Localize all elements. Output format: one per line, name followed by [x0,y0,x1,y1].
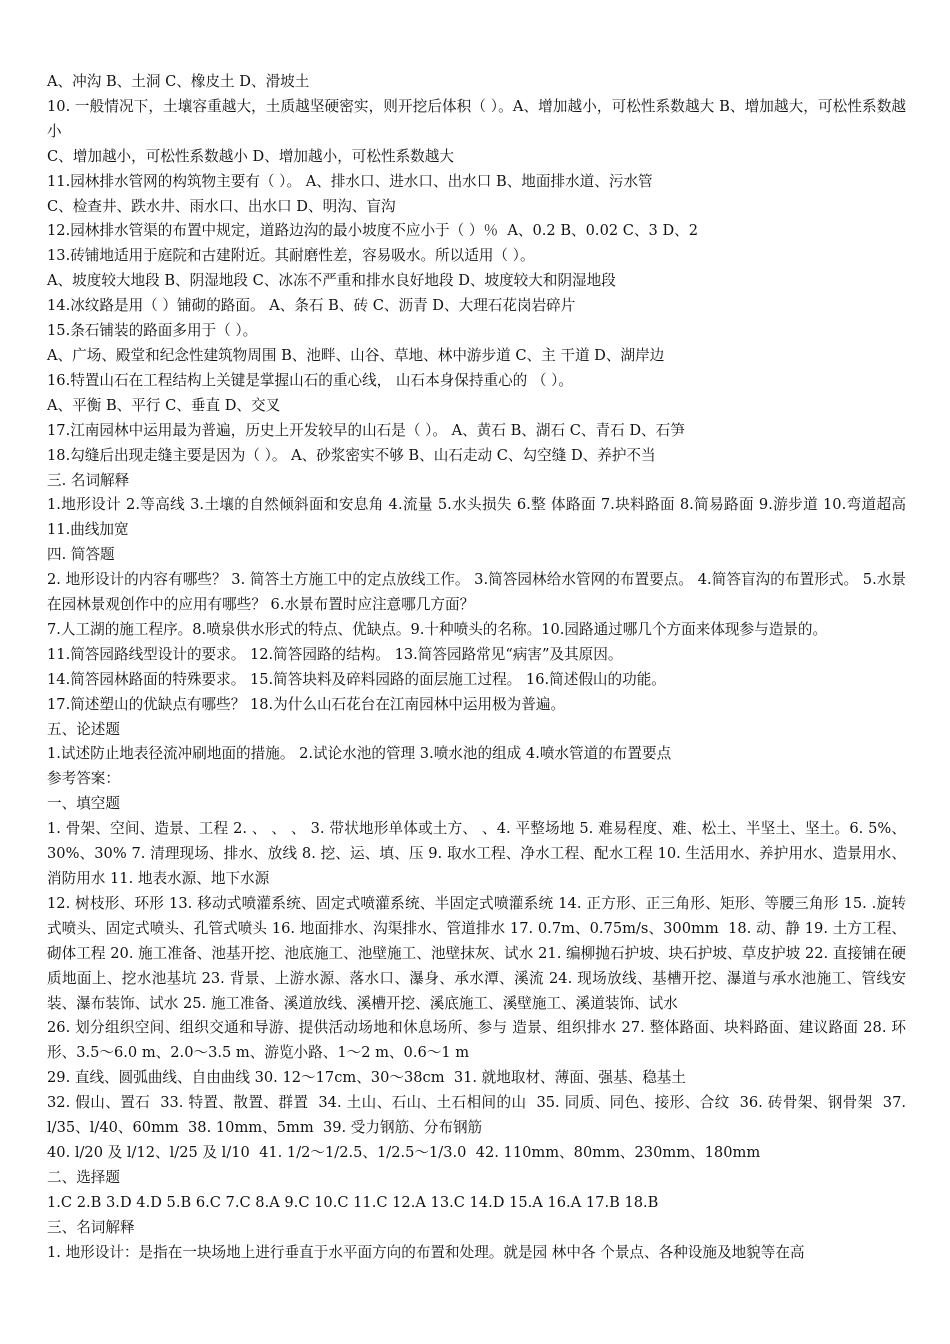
text-line: A、坡度较大地段 B、阴湿地段 C、冰冻不严重和排水良好地段 D、坡度较大和阴湿地段 [47,272,616,290]
text-line: 1.试述防止地表径流冲刷地面的措施。 2.试论水池的管理 3.喷水池的组成 4.喷水管道的布置要点 [47,745,672,763]
text-line: 14.简答园林路面的特殊要求。 15.简答块料及碎料园路的面层施工过程。 16.简述假山的功能。 [47,670,666,688]
text-line: 四. 简答题 [47,546,115,564]
text-line: A、平衡 B、平行 C、垂直 D、交叉 [47,396,281,414]
text-line: 17.简述塑山的优缺点有哪些？ 18.为什么山石花台在江南园林中运用极为普遍。 [47,695,566,713]
text-line: 14.冰纹路是用（ ）铺砌的路面。 A、条石 B、砖 C、沥青 D、大理石花岗岩碎片 [47,297,576,315]
text-line: A、冲沟 B、土洞 C、橡皮土 D、滑坡土 [47,73,310,90]
text-line: 2. 地形设计的内容有哪些？ 3. 简答土方施工中的定点放线工作。 3.简答园林给水管网的布置要点。 4.简答盲沟的布置形式。 5.水景在园林景观创作中的应用有哪些？ 6.水景布置时应注意哪几方面？ [47,571,906,614]
text-line: 13.砖铺地适用于庭院和古建附近。其耐磨性差，容易吸水。所以适用（ ）。 [47,247,535,265]
text-line: 11.园林排水管网的构筑物主要有（ ）。 A、排水口、进水口、出水口 B、地面排水道、污水管 [47,172,653,190]
text-line: C、检查井、跌水井、雨水口、出水口 D、明沟、盲沟 [47,197,396,215]
text-line: 40. l/20 及 l/12、l/25 及 l/10 41. 1/2～1/2.5、1/2.5～1/3.0 42. 110mm、80mm、230mm、180mm [47,1143,761,1161]
text-line: 一、填空题 [47,795,120,813]
text-line: 11.简答园路线型设计的要求。 12.简答园路的结构。 13.简答园路常见“病害”及其原因。 [47,645,623,663]
text-line: 参考答案： [47,770,120,788]
text-line: 1. 地形设计：是指在一块场地上进行垂直于水平面方向的布置和处理。就是园 林中各 个景点、各种设施及地貌等在高 [47,1243,805,1261]
text-line: 三. 名词解释 [47,471,130,489]
text-line: 1. 骨架、空间、造景、工程 2. 、 、 、 3. 带状地形单体或土方、 、4. 平整场地 5. 难易程度、难、松土、半坚土、坚土。6. 5%、30%、30% 7. 清理现场、排水、放线 8. 挖、运、填、压 9. 取水工程、净水工程、配水工程 10. 生活用水、养护用水、造景用水、消防用水 11. 地表水源、地下水源 [47,820,906,887]
text-line: 二、选择题 [47,1168,120,1186]
text-line: 10. 一般情况下，土壤容重越大，土质越坚硬密实，则开挖后体积（ ）。A、增加越小，可松性系数越大 B、增加越大，可松性系数越小 [47,97,906,140]
text-line: 1.地形设计 2.等高线 3.土壤的自然倾斜面和安息角 4.流量 5.水头损失 6.整 体路面 7.块料路面 8.简易路面 9.游步道 10.弯道超高 11.曲线加宽 [47,496,911,539]
text-line: C、增加越小，可松性系数越小 D、增加越小，可松性系数越大 [47,147,454,165]
text-line: 16.特置山石在工程结构上关键是掌握山石的重心线， 山石本身保持重心的 （ ）。 [47,371,574,389]
text-line: 1.C 2.B 3.D 4.D 5.B 6.C 7.C 8.A 9.C 10.C 11.C 12.A 13.C 14.D 15.A 16.A 17.B 18.B [47,1193,659,1211]
text-line: 12.园林排水管渠的布置中规定，道路边沟的最小坡度不应小于（ ）％ A、0.2 B、0.02 C、3 D、2 [47,222,699,240]
document-body [47,70,911,1266]
text-line: 7.人工湖的施工程序。8.喷泉供水形式的特点、优缺点。9.十种喷头的名称。10.园路通过哪几个方面来体现参与造景的。 [47,620,828,638]
text-line: 12. 树枝形、环形 13. 移动式喷灌系统、固定式喷灌系统、半固定式喷灌系统 14. 正方形、正三角形、矩形、等腰三角形 15. .旋转式喷头、固定式喷头、孔管式喷头 16. 地面排水、沟渠排水、管道排水 17. 0.7m、0.75m/s、300mm 18. 动、静 19. 土方工程、砌体工程 20. 施工准备、池基开挖、池底施工、池壁施工、池壁抹灰、试水 21. 编柳抛石护坡、块石护坡、草皮护坡 22. 直接铺在硬质地面上、挖水池基坑 23. 背景、上游水源、落水口、瀑身、承水潭、溪流 24. 现场放线、基槽开挖、瀑道与承水池施工、管线安装、瀑布装饰、试水 25. 施工准备、溪道放线、溪槽开挖、溪底施工、溪壁施工、溪道装饰、试水 [47,894,906,1012]
text-line: 26. 划分组织空间、组织交通和导游、提供活动场地和休息场所、参与 造景、组织排水 27. 整体路面、块料路面、建议路面 28. 环形、3.5～6.0 m、2.0～3.5 m、游览小路、1～2 m、0.6～1 m [47,1019,906,1062]
text-line: 五、论述题 [47,720,120,738]
text-line: 三、名词解释 [47,1218,135,1236]
text-line: 17.江南园林中运用最为普遍，历史上开发较早的山石是（ ）。 A、黄石 B、湖石 C、青石 D、石笋 [47,421,685,439]
text-line: 29. 直线、圆弧曲线、自由曲线 30. 12～17cm、30～38cm 31. 就地取材、薄面、强基、稳基土 [47,1069,686,1087]
text-line: 18.勾缝后出现走缝主要是因为（ ）。 A、砂浆密实不够 B、山石走动 C、勾空缝 D、养护不当 [47,446,656,464]
text-line: A、广场、殿堂和纪念性建筑物周围 B、池畔、山谷、草地、林中游步道 C、主 干道 D、湖岸边 [47,346,665,364]
text-line: 32. 假山、置石 33. 特置、散置、群置 34. 土山、石山、土石相间的山 35. 同质、同色、接形、合纹 36. 砖骨架、钢骨架 37. l/35、l/40、60mm 38. 10mm、5mm 39. 受力钢筋、分布钢筋 [47,1094,911,1137]
text-line: 15.条石铺装的路面多用于（ ）。 [47,322,258,340]
